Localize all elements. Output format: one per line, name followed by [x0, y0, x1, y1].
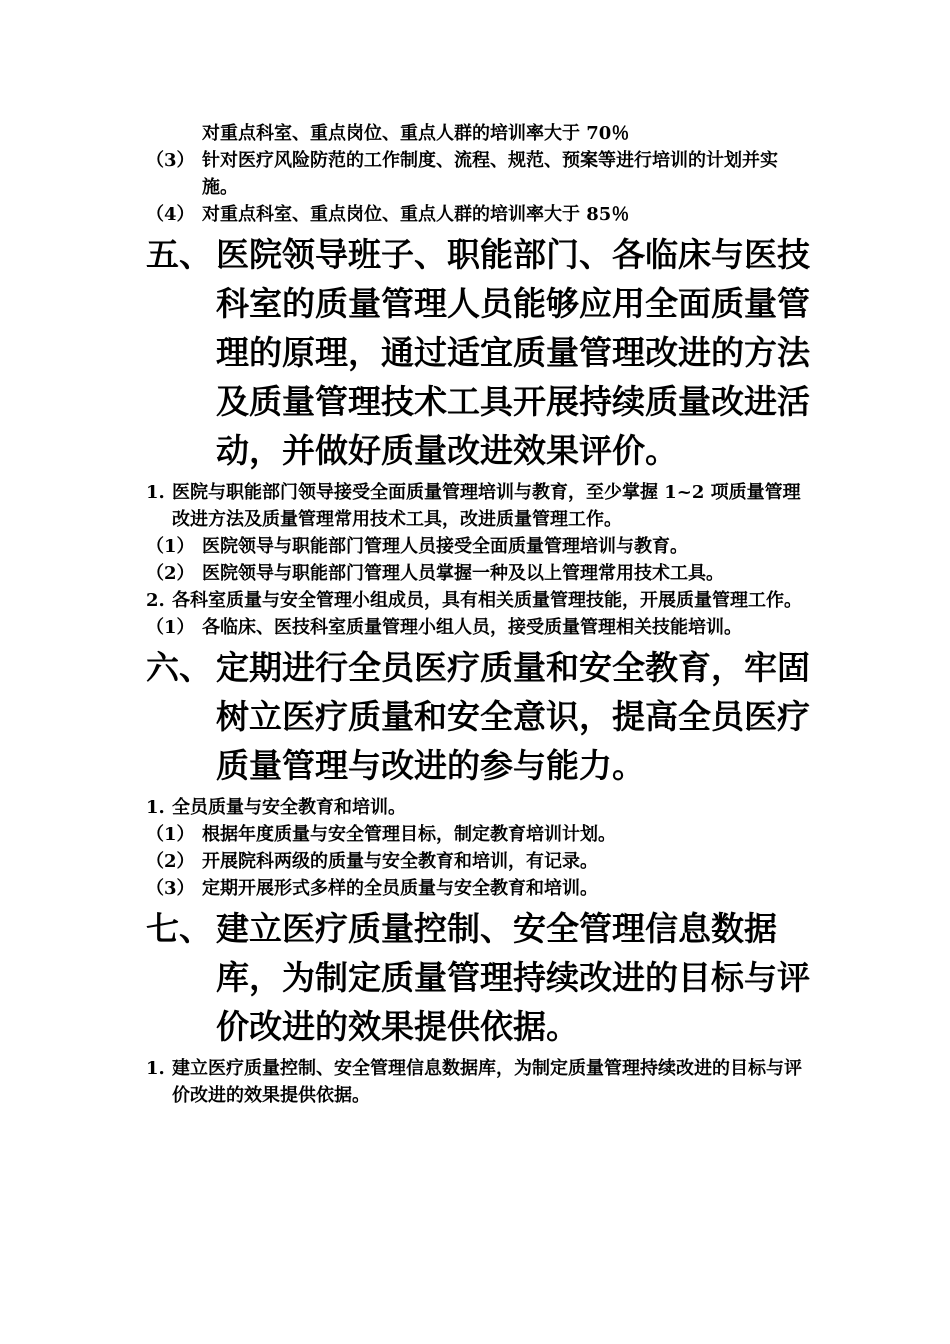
sub-item-mark: （1）	[146, 617, 195, 638]
sub-item-text: 医院领导与职能部门管理人员掌握一种及以上管理常用技术工具。	[202, 563, 724, 584]
numbered-item-text: 各科室质量与安全管理小组成员，具有相关质量管理技能，开展质量管理工作。	[172, 590, 802, 611]
section-title: 建立医疗质量控制、安全管理信息数据库，为制定质量管理持续改进的目标与评价改进的效果提供依据。	[216, 909, 810, 1046]
sub-item	[146, 533, 810, 560]
sub-item-mark: （4）	[146, 204, 195, 225]
section-heading-5	[146, 230, 810, 475]
sub-item	[146, 614, 810, 641]
sub-item-text: 医院领导与职能部门管理人员接受全面质量管理培训与教育。	[202, 536, 688, 557]
sub-item	[146, 560, 810, 587]
section-mark: 七、	[146, 909, 212, 948]
continued-line	[146, 120, 810, 147]
numbered-item-text: 医院与职能部门领导接受全面质量管理培训与教育，至少掌握 1~2 项质量管理改进方法及质量管理常用技术工具，改进质量管理工作。	[172, 482, 801, 530]
sub-item-mark: （3）	[146, 150, 195, 171]
sub-item	[146, 875, 810, 902]
sub-item	[146, 201, 810, 228]
section-heading-6	[146, 643, 810, 790]
section-mark: 六、	[146, 648, 212, 687]
numbered-item	[146, 1055, 810, 1109]
sub-item-text: 定期开展形式多样的全员质量与安全教育和培训。	[202, 878, 598, 899]
numbered-item	[146, 587, 810, 614]
sub-item	[146, 848, 810, 875]
numbered-item-mark: 1.	[146, 482, 165, 503]
sub-item	[146, 147, 810, 201]
numbered-item	[146, 794, 810, 821]
sub-item-text: 开展院科两级的质量与安全教育和培训，有记录。	[202, 851, 598, 872]
numbered-item-mark: 2.	[146, 590, 165, 611]
continued-line-text: 对重点科室、重点岗位、重点人群的培训率大于 70％	[202, 123, 630, 144]
sub-item-text: 根据年度质量与安全管理目标，制定教育培训计划。	[202, 824, 616, 845]
numbered-item-mark: 1.	[146, 1058, 165, 1079]
sub-item-mark: （1）	[146, 824, 195, 845]
numbered-item-text: 全员质量与安全教育和培训。	[172, 797, 406, 818]
numbered-item-mark: 1.	[146, 797, 165, 818]
section-mark: 五、	[146, 235, 212, 274]
document-body	[146, 120, 810, 1109]
sub-item-text: 对重点科室、重点岗位、重点人群的培训率大于 85％	[202, 204, 630, 225]
numbered-item	[146, 479, 810, 533]
sub-item-mark: （1）	[146, 536, 195, 557]
section-heading-7	[146, 904, 810, 1051]
sub-item-mark: （2）	[146, 563, 195, 584]
sub-item-text: 针对医疗风险防范的工作制度、流程、规范、预案等进行培训的计划并实施。	[202, 150, 778, 198]
sub-item-mark: （3）	[146, 878, 195, 899]
numbered-item-text: 建立医疗质量控制、安全管理信息数据库，为制定质量管理持续改进的目标与评价改进的效果提供依据。	[172, 1058, 802, 1106]
section-title: 医院领导班子、职能部门、各临床与医技科室的质量管理人员能够应用全面质量管理的原理，通过适宜质量管理改进的方法及质量管理技术工具开展持续质量改进活动，并做好质量改进效果评价。	[216, 235, 810, 470]
sub-item	[146, 821, 810, 848]
sub-item-mark: （2）	[146, 851, 195, 872]
sub-item-text: 各临床、医技科室质量管理小组人员，接受质量管理相关技能培训。	[202, 617, 742, 638]
section-title: 定期进行全员医疗质量和安全教育，牢固树立医疗质量和安全意识，提高全员医疗质量管理与改进的参与能力。	[216, 648, 810, 785]
